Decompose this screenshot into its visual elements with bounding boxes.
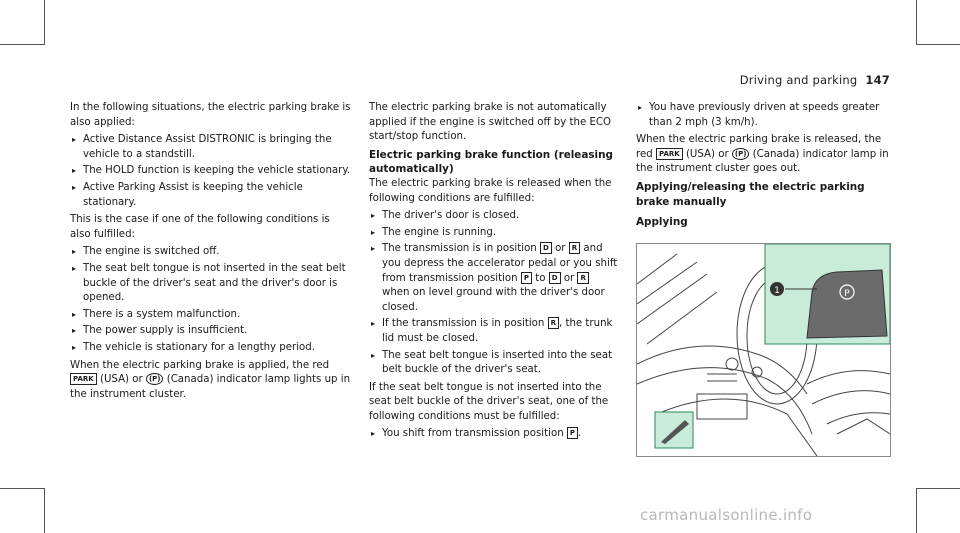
text: to [535,272,546,284]
list-item: ▸ There is a system malfunction. [70,308,352,323]
text: The transmission is in position [382,243,537,255]
gear-r-symbol-icon: R [577,272,588,284]
list-item: ▸ The vehicle is stationary for a lengthy period. [70,341,352,356]
paragraph: The electric parking brake is released when the following conditions are fulfilled: [369,177,612,204]
text: and you depress the accelerator pedal or you shift from transmission position [382,243,618,284]
list-item: ▸ The engine is switched off. [70,245,352,260]
list-item [369,317,619,346]
watermark: carmanualsonline.info [640,506,813,524]
column-2 [369,101,619,445]
text: when on level ground with the driver's door closed. [382,287,605,313]
crop-mark [916,44,960,45]
list-item: ▸ You have previously driven at speeds greater than 2 mph (3 km/h). [636,101,891,130]
parking-brake-button-glyph: P [844,289,850,299]
list-item: ▸ The seat belt tongue is not inserted in the seat belt buckle of the driver's seat and the driver's door is opened. [70,262,352,306]
paragraph [636,133,891,177]
crop-mark [0,44,45,45]
gear-d-symbol-icon: D [540,242,552,254]
gear-r-symbol-icon: R [548,317,559,329]
text: If the transmission is in position [382,318,545,330]
gear-d-symbol-icon: D [549,272,561,284]
paragraph: If the seat belt tongue is not inserted into the seat belt buckle of the driver's seat, one of the following conditions must be fulfilled: [369,381,609,422]
crop-mark [0,488,45,489]
column-1 [70,101,352,405]
text: You shift from transmission position [382,428,564,440]
gear-r-symbol-icon: R [569,242,580,254]
paragraph: In the following situations, the electric parking brake is also applied: [70,102,351,128]
section-heading: Applying/releasing the electric parking brake manually [636,180,865,208]
bullet-list [369,427,619,442]
p-circle-symbol-icon: (P) [732,148,750,160]
paragraph [70,359,352,403]
park-symbol-icon: PARK [656,148,683,160]
list-item: ▸ The power supply is insufficient. [70,324,352,339]
list-item: ▸ Active Distance Assist DISTRONIC is bringing the vehicle to a standstill. [70,133,352,162]
page-number: 147 [865,73,890,87]
crop-mark [44,488,45,533]
gear-p-symbol-icon: P [567,427,578,439]
crop-mark [916,0,917,45]
text: (USA) or [99,374,143,386]
list-item: ▸ The HOLD function is keeping the vehicle stationary. [70,164,352,179]
paragraph: This is the case if one of the following conditions is also fulfilled: [70,214,330,240]
crop-mark [916,488,917,533]
park-symbol-icon: PARK [70,373,97,385]
text: When the electric parking brake is released, the red [636,134,882,160]
list-item: ▸ The driver's door is closed. [369,209,619,224]
bullet-list [70,133,352,210]
p-circle-symbol-icon: (P) [146,373,164,385]
callout-number: 1 [774,286,780,296]
section-title: Driving and parking [739,73,858,87]
column-3 [636,101,891,230]
paragraph: The electric parking brake is not automatically applied if the engine is switched off by the ECO start/stop function. [369,102,612,143]
text: When the electric parking brake is applied, the red [70,359,330,371]
text: (USA) or [685,148,729,160]
text: or [555,243,566,255]
list-item: ▸ Active Parking Assist is keeping the vehicle stationary. [70,181,352,210]
cockpit-drawing [637,244,890,456]
list-item: ▸ The seat belt tongue is inserted into the seat belt buckle of the driver's seat. [369,349,619,378]
text: or [563,272,575,284]
text: (Canada) indicator lamp lights up in the instrument cluster. [70,374,351,400]
bullet-list [369,209,619,378]
detail-marker [655,412,693,448]
list-item [369,242,619,315]
sub-heading: Applying [636,216,688,229]
crop-mark [44,0,45,45]
parking-brake-switch [807,270,887,338]
text: (Canada) indicator lamp in the instrument cluster goes out. [636,148,889,175]
bullet-list [70,245,352,355]
running-header [740,73,890,87]
bullet-list [636,101,891,130]
section-heading: Electric parking brake function (releasing automatically) [369,148,613,176]
list-item: ▸ The engine is running. [369,226,619,241]
list-item: ▸ You shift from transmission position P . [369,427,619,442]
parking-brake-illustration [636,243,891,457]
crop-mark [916,488,960,489]
gear-p-symbol-icon: P [521,272,532,284]
text: , the trunk lid must be closed. [382,318,613,344]
